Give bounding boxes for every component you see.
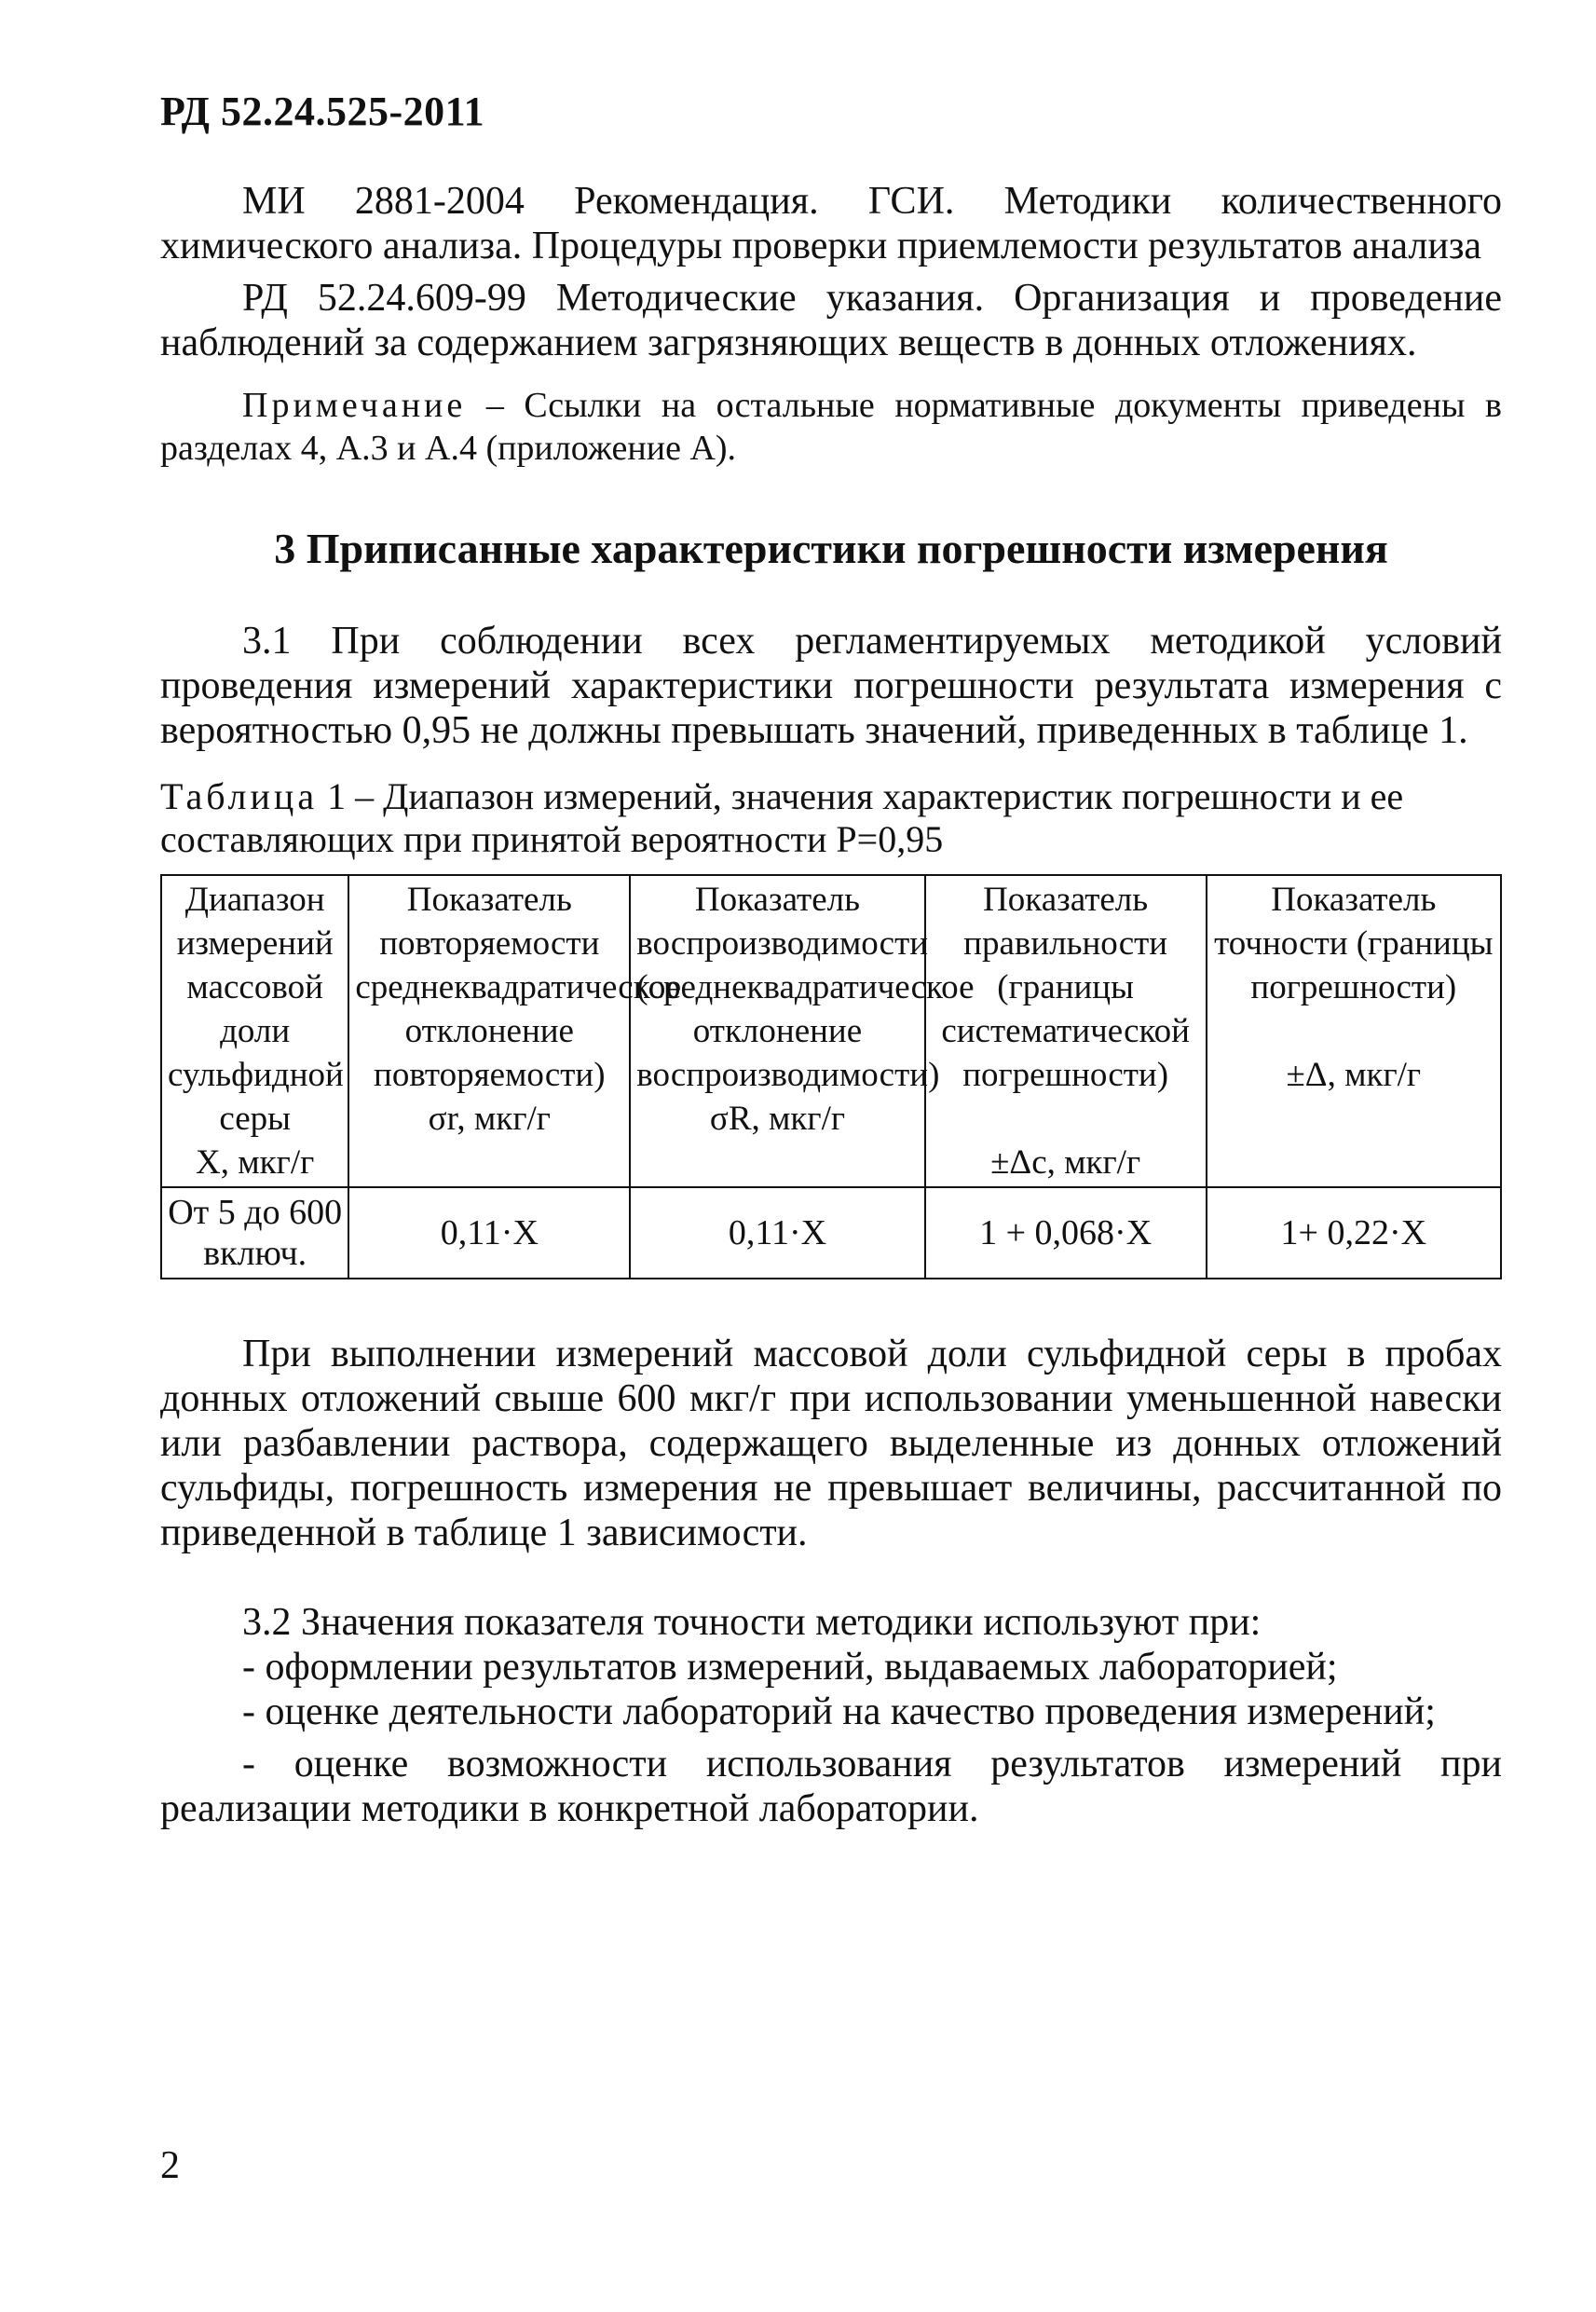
table-label: Таблица	[160, 774, 319, 817]
paragraph-after-table: При выполнении измерений массовой доли сульфидной серы в пробах донных отложений свыше 600 мкг/г при использовании уменьшенной навески или разбавлении раствора, содержащего выделенные из донных отложений сульфиды, погрешность измерения не превышает величины, рассчитанной по приведенной в таблице 1 зависимости.	[160, 1332, 1502, 1554]
header-trueness: Показатель правильности (границы систематической погрешности) ±Δc, мкг/г	[925, 875, 1207, 1187]
note	[160, 384, 1502, 470]
cell-repeatability: 0,11·X	[348, 1187, 630, 1279]
table-caption	[160, 775, 1502, 861]
cell-trueness: 1 + 0,068·X	[925, 1187, 1207, 1279]
reference-rd-52-24-609: РД 52.24.609-99 Методические указания. Организация и проведение наблюдений за содержанием загрязняющих веществ в донных отложениях.	[160, 276, 1502, 364]
reference-mi-2881: МИ 2881-2004 Рекомендация. ГСИ. Методики количественного химического анализа. Процедуры проверки приемлемости результатов анализа	[160, 179, 1502, 267]
table-caption-text: 1 – Диапазон измерений, значения характеристик погрешности и ее составляющих при принятой вероятности Р=0,95	[160, 774, 1404, 860]
header-repeatability-unit: σr, мкг/г	[428, 1099, 551, 1138]
table-header-row	[161, 875, 1501, 1187]
cell-range: От 5 до 600 включ.	[161, 1187, 348, 1279]
document-page	[160, 89, 1502, 1831]
note-text: – Ссылки на остальные нормативные документы приведены в разделах 4, А.3 и А.4 (приложение А).	[160, 385, 1502, 468]
usage-list	[160, 1645, 1502, 1831]
section-title: 3 Приписанные характеристики погрешности измерения	[274, 524, 1388, 572]
document-code: РД 52.24.525-2011	[160, 89, 485, 134]
paragraph-3-2: 3.2 Значения показателя точности методики используют при:	[242, 1600, 1262, 1644]
header-trueness-unit: ±Δc, мкг/г	[990, 1142, 1141, 1182]
header-reproducibility-unit: σR, мкг/г	[709, 1099, 846, 1138]
header-accuracy-unit: ±Δ, мкг/г	[1286, 1055, 1422, 1094]
list-item: - оценке деятельности лабораторий на качество проведения измерений;	[242, 1690, 1436, 1733]
header-range: Диапазон измерений массовой доли сульфидной серы X, мкг/г	[161, 875, 348, 1187]
cell-reproducibility: 0,11·X	[630, 1187, 924, 1279]
note-label: Примечание	[242, 385, 467, 425]
table-1	[160, 874, 1502, 1279]
cell-accuracy: 1+ 0,22·X	[1207, 1187, 1501, 1279]
table-row	[161, 1187, 1501, 1279]
header-reproducibility: Показатель воспроизводимости (среднеквадратическое отклонение воспроизводимости) σR, мкг/г	[630, 875, 924, 1187]
paragraph-3-1: 3.1 При соблюдении всех регламентируемых методикой условий проведения измерений характеристики погрешности результата измерения с вероятностью 0,95 не должны превышать значений, приведенных в таблице 1.	[160, 619, 1502, 752]
header-repeatability: Показатель повторяемости среднеквадратическое отклонение повторяемости) σr, мкг/г	[348, 875, 630, 1187]
list-item: - оценке возможности использования результатов измерений при реализации методики в конкретной лаборатории.	[160, 1742, 1502, 1830]
page-number: 2	[160, 2144, 180, 2187]
header-range-unit: X, мкг/г	[196, 1142, 315, 1182]
header-accuracy: Показатель точности (границы погрешности) ±Δ, мкг/г	[1207, 875, 1501, 1187]
list-item: - оформлении результатов измерений, выдаваемых лабораторией;	[242, 1645, 1338, 1689]
